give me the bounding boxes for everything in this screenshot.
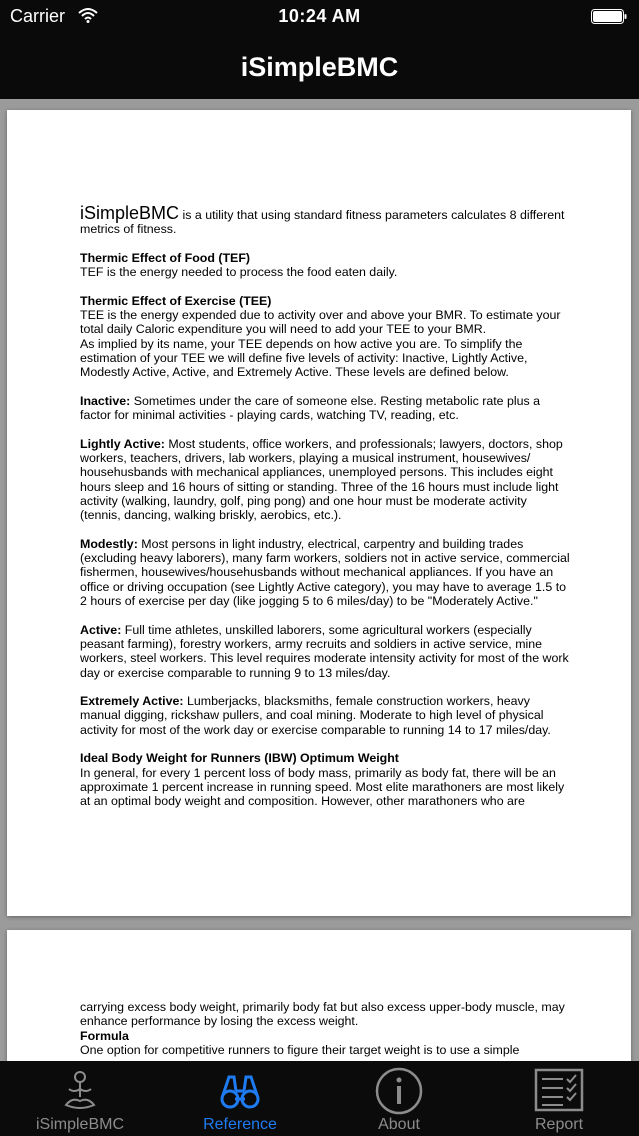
ibw-text: In general, for every 1 percent loss of body mass, primarily as body fat, there will be an approximate 1 percent increase in running speed. Most elite marathoners are most likely at an optimal body weight and composition. However, other marathoners who are [80,765,565,809]
tef-section [80,251,570,280]
document-viewer[interactable] [0,99,639,1061]
navigation-bar [0,36,639,99]
extremely-active-text: Lumberjacks, blacksmiths, female construction workers, heavy manual digging, rickshaw pullers, and coal mining. Moderate to high level of physical activity for most of the work day or exercise comparable to running 14 to 17 miles/day. [80,694,551,737]
modestly-label: Modestly: [80,536,138,551]
tab-bar [0,1061,639,1136]
tee-text-2: As implied by its name, your TEE depends on how active you are. To simplify the estimation of your TEE we will define five levels of activity: Inactive, Lightly Active, Modestly Active, Active, and Extremely Active. These levels are defined below. [80,336,528,380]
formula-heading: Formula [80,1028,129,1043]
battery-icon [591,9,627,24]
ibw-section [80,751,570,808]
intro-text: is a utility that using standard fitness parameters calculates 8 different metrics of fitness. [80,208,565,237]
tee-heading: Thermic Effect of Exercise (TEE) [80,293,272,308]
tee-section [80,294,570,380]
page2-text: carrying excess body weight, primarily body fat but also excess upper-body muscle, may enhance performance by losing the excess weight. [80,1000,565,1029]
status-bar [0,0,639,36]
tab-reference-label: Reference [203,1116,277,1133]
binoculars-icon [214,1065,266,1117]
tef-heading: Thermic Effect of Food (TEF) [80,250,251,265]
inactive-paragraph [80,394,570,423]
nav-title: iSimpleBMC [240,52,399,82]
extremely-active-label: Extremely Active: [80,694,184,709]
tab-about-label: About [378,1116,420,1133]
checklist-icon [533,1065,585,1117]
formula-text: One option for competitive runners to figure their target weight is to use a simple [80,1042,520,1057]
lightly-active-text: Most students, office workers, and professionals; lawyers, doctors, shop workers, teachers, drivers, lab workers, playing a musical instrument, housewives/ househusbands with mechanical appliances, unemployed persons. This includes eight hours sleep and 16 hours of sitting or standing. Three of the 16 hours must include light activity (walking, laundry, golf, ping pong) and one hour must be moderate activity (tennis, dancing, walking briskly, aerobics, etc.). [80,436,563,523]
status-time: 10:24 AM [278,6,361,26]
ibw-heading: Ideal Body Weight for Runners (IBW) Optimum Weight [80,751,399,766]
document-text [80,203,570,823]
document-text-page-2 [80,1000,570,1061]
tee-text-1: TEE is the energy expended due to activity over and above your BMR. To estimate your total daily Caloric expenditure you will need to add your TEE to your BMR. [80,308,561,337]
document-page-2 [7,930,631,1061]
active-text: Full time athletes, unskilled laborers, some agricultural workers (especially peasant farming), forestry workers, army recruits and soldiers in active service, mine workers, steel workers. This level requires moderate intensity activity for most of the work day or exercise comparable to running 9 to 13 miles/day. [80,622,569,680]
document-page-1 [7,110,631,916]
carrier-label: Carrier [10,6,66,26]
active-label: Active: [80,622,122,637]
tab-report-label: Report [534,1116,584,1133]
page2-paragraph [80,1000,570,1057]
meditation-icon [54,1065,106,1117]
lightly-active-label: Lightly Active: [80,436,165,451]
modestly-paragraph [80,537,570,608]
intro-title: iSimpleBMC [80,203,180,223]
inactive-text: Sometimes under the care of someone else. Resting metabolic rate plus a factor for minimal activities - playing cards, watching TV, reading, etc. [80,393,541,423]
inactive-label: Inactive: [80,393,131,408]
tab-reference[interactable] [160,1061,320,1136]
active-paragraph [80,623,570,680]
intro-paragraph [80,203,570,237]
tab-isimplebmc-label: iSimpleBMC [35,1116,124,1133]
tab-isimplebmc[interactable] [0,1061,160,1136]
tef-text: TEF is the energy needed to process the food eaten daily. [80,265,398,280]
lightly-active-paragraph [80,437,570,523]
modestly-text: Most persons in light industry, electrical, carpentry and building trades (excluding heavy laborers), many farm workers, soldiers not in active service, commercial fishermen, housewives/househusbands without mechanical appliances. If you have an office or driving occupation (see Lightly Active category), you may have to average 1.5 to 2 hours of exercise per day (like jogging 5 to 6 miles/day) to be "Moderately Active." [80,536,570,609]
tab-report[interactable] [479,1061,639,1136]
info-icon [373,1065,425,1117]
extremely-active-paragraph [80,694,570,737]
tab-about[interactable] [319,1061,479,1136]
